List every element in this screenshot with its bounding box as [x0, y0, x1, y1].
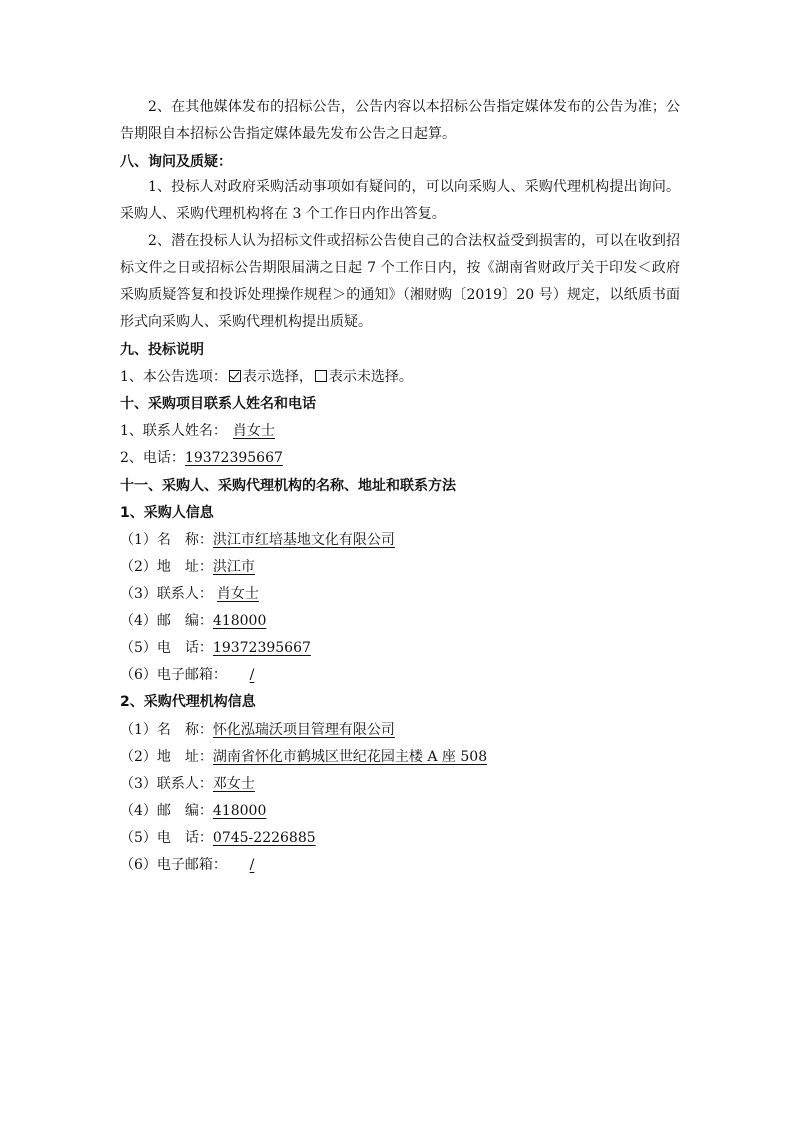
- checked-box-icon: [229, 370, 241, 382]
- contact-name-label: 1、联系人姓名：: [120, 423, 227, 439]
- agency-email-row: [120, 855, 277, 875]
- paragraph-inquiry: 1、投标人对政府采购活动事项如有疑问的，可以向采购人、采购代理机构提出询问。采购人、采购代理机构将在 3 个工作日内作出答复。: [120, 179, 680, 222]
- row-value: /: [249, 667, 255, 683]
- checked-legend-text: 表示选择，: [242, 369, 313, 385]
- row-label: （6）电子邮箱：: [120, 857, 227, 873]
- agency-contact-row: [120, 774, 255, 794]
- row-label: （4）邮 编：: [120, 613, 213, 629]
- row-value: 418000: [212, 803, 267, 819]
- purchaser-contact-row: [120, 584, 263, 604]
- unchecked-legend-text: 表示未选择。: [328, 369, 413, 385]
- row-value: 19372395667: [212, 640, 311, 656]
- row-label: （1）名 称：: [120, 532, 213, 548]
- row-label: （3）联系人：: [120, 586, 213, 602]
- contact-name-line: [120, 421, 275, 441]
- paragraph-media-notice: 2、在其他媒体发布的招标公告，公告内容以本招标公告指定媒体发布的公告为准；公告期限自本招标公告指定媒体最先发布公告之日起算。: [120, 99, 680, 142]
- row-label: （4）邮 编：: [120, 803, 213, 819]
- agency-name-row: [120, 720, 395, 740]
- option-legend: [120, 367, 413, 387]
- row-value: 邓女士: [212, 776, 255, 792]
- row-label: （5）电 话：: [120, 640, 213, 656]
- row-value: 0745-2226885: [212, 830, 316, 846]
- purchaser-address-row: [120, 557, 255, 577]
- agency-address-row: [120, 747, 487, 767]
- row-value: 怀化泓瑞沃项目管理有限公司: [212, 722, 395, 738]
- paragraph-challenge: 2、潜在投标人认为招标文件或招标公告使自己的合法权益受到损害的，可以在收到招标文件之日或招标公告期限届满之日起 7 个工作日内，按《湖南省财政厅关于印发＜政府采购质疑答复和投诉处理操作规程＞的通知》（湘财购〔2019〕20 号）规定，以纸质书面形式向采购人、采购代理机构提出质疑。: [120, 233, 680, 330]
- row-value: 肖女士: [216, 586, 259, 602]
- row-value: 洪江市: [212, 559, 255, 575]
- purchaser-email-row: [120, 665, 277, 685]
- row-label: （2）地 址：: [120, 749, 213, 765]
- row-label: （2）地 址：: [120, 559, 213, 575]
- purchaser-info-heading: 1、采购人信息: [120, 505, 214, 521]
- contact-phone-line: [120, 448, 283, 468]
- contact-name-value: 肖女士: [232, 423, 275, 439]
- contact-phone-value: 19372395667: [184, 450, 283, 466]
- row-label: （6）电子邮箱：: [120, 667, 227, 683]
- contact-phone-label: 2、电话：: [120, 450, 185, 466]
- row-value: 洪江市红培基地文化有限公司: [212, 532, 395, 548]
- row-label: （1）名 称：: [120, 722, 213, 738]
- row-value: 湖南省怀化市鹤城区世纪花园主楼 A 座 508: [212, 749, 488, 765]
- purchaser-postcode-row: [120, 611, 266, 631]
- empty-box-icon: [315, 370, 327, 382]
- row-label: （3）联系人：: [120, 776, 213, 792]
- row-value: 418000: [212, 613, 267, 629]
- section-9-heading: 九、投标说明: [120, 342, 204, 358]
- agency-postcode-row: [120, 801, 266, 821]
- section-8-heading: 八、询问及质疑：: [120, 154, 232, 170]
- purchaser-phone-row: [120, 638, 311, 658]
- purchaser-name-row: [120, 530, 395, 550]
- section-10-heading: 十、采购项目联系人姓名和电话: [120, 396, 316, 412]
- agency-phone-row: [120, 828, 316, 848]
- row-label: （5）电 话：: [120, 830, 213, 846]
- section-11-heading: 十一、采购人、采购代理机构的名称、地址和联系方法: [120, 478, 456, 494]
- agency-info-heading: 2、采购代理机构信息: [120, 694, 256, 710]
- row-value: /: [249, 857, 255, 873]
- option-legend-prefix: 1、本公告选项：: [120, 369, 227, 385]
